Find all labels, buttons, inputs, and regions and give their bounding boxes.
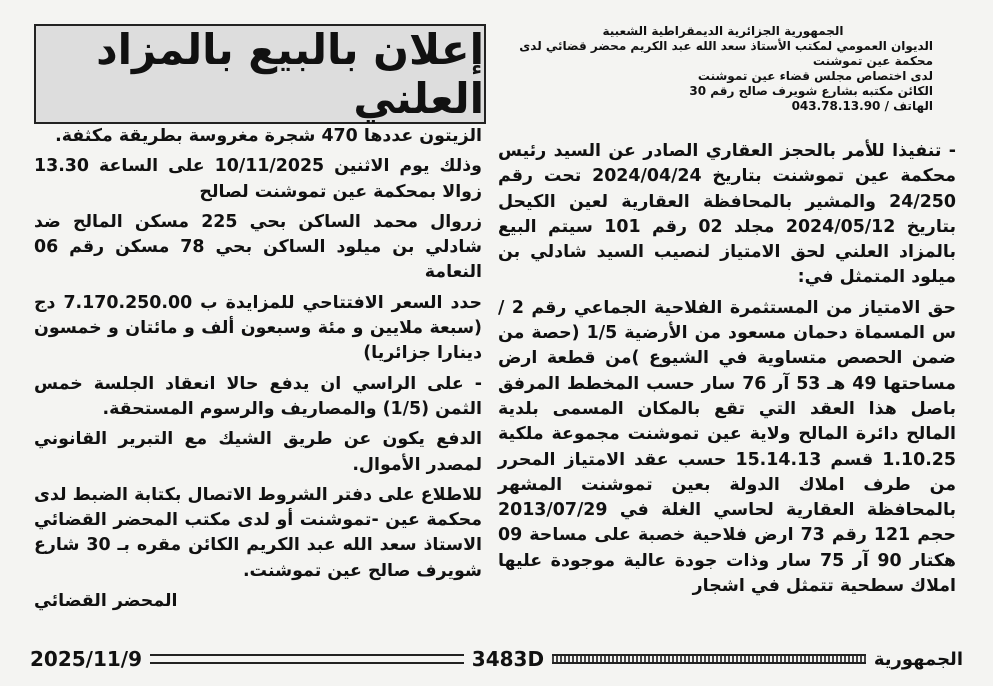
page-footer	[30, 644, 963, 674]
paragraph-parties: زروال محمد الساكن بحي 225 مسكن المالح ضد شادلي بن ميلود الساكن بحي 78 مسكن رقم 06 النعامة	[34, 211, 483, 283]
header-line-office: الديوان العمومي لمكتب الأستاذ سعد الله عبد الكريم محضر قضائي لدى محكمة عين تموشنت	[519, 39, 933, 68]
paragraph-opening-price: حدد السعر الافتتاحي للمزايدة ب 7.170.250.00 دج (سبعة ملايين و مئة وسبعون ألف و مائتان و خمسون دينارا جزائريا)	[34, 292, 482, 364]
header-line-country: الجمهورية الجزائرية الديمقراطية الشعبية	[602, 24, 844, 38]
paragraph-payment-fifth: - على الراسي ان يدفع حالا انعقاد الجلسة خمس الثمن (1/5) والمصاريف والرسوم المستحقة.	[34, 373, 482, 419]
paragraph-payment-method: الدفع يكون عن طريق الشيك مع التبرير القانوني لمصدر الأموال.	[34, 429, 482, 475]
paragraph-execution-order: - تنفيذا للأمر بالحجز العقاري الصادر عن السيد رئيس محكمة عين تموشنت بتاريخ 2024/04/24 تحت رقم 24/250 والمشير بالمحافظة العقارية لعين الكيحل بتاريخ 2024/05/12 مجلد 02 رقم 101 سيتم البيع بالمزاد العلني لحق الامتياز لنصيب السيد شادلي بن ميلود المتمثل في:	[498, 141, 956, 288]
paragraph-auction-date: وذلك يوم الاثنين 10/11/2025 على الساعة 13.30 زوالا بمحكمة عين تموشنت لصالح	[34, 156, 482, 202]
paragraph-property-description: حق الامتياز من المستثمرة الفلاحية الجماعي رقم 2 /س المسماة دحمان مسعود من الأرضية 1/5 (حصة من ضمن الحصص متساوية في الشيوع )من قطعة ارض مساحتها 49 هـ 53 آر 76 سار حسب المخطط المرفق باصل هذا العقد التي تقع بالمكان المسمى بلدية المالح دائرة المالح ولاية عين تموشنت مجموعة ملكية 1.10.25 قسم 15.14.13 حسب عقد الامتياز المحرر من طرف املاك الدولة بعين تموشنت المشهر بالمحافظة العقارية لحاسي الغلة في 2013/07/29 حجم 121 رقم 73 ارض فلاحية خصبة على مساحة 09 هكتار 90 آر 75 سار وذات جودة عالية موجودة عليها املاك سطحية تتمثل في اشجار	[498, 297, 957, 597]
issue-date: 2025/11/9	[29, 647, 143, 671]
header-line-phone: الهاتف / 043.78.13.90	[791, 99, 933, 113]
signature: المحضر القضائي	[34, 591, 178, 612]
footer-divider-right	[552, 654, 866, 664]
announcement-title: إعلان بالبيع بالمزاد العلني	[34, 24, 486, 124]
right-column	[498, 139, 956, 604]
paragraph-conditions: للاطلاع على دفتر الشروط الاتصال بكتابة الضبط لدى محكمة عين -تموشنت أو لدى مكتب المحضر القضائي الاستاذ سعد الله عبد الكريم الكائن مقره بـ 30 شارع شويرف صالح عين تموشنت.	[34, 484, 483, 581]
header-line-address: الكائن مكتبه بشارع شويرف صالح رقم 30	[689, 84, 933, 98]
footer-divider-left	[150, 654, 464, 664]
header-line-jurisdiction: لدى اختصاص مجلس قضاء عين تموشنت	[697, 69, 933, 83]
bailiff-header	[513, 24, 933, 114]
newspaper-name: الجمهورية	[873, 648, 963, 670]
page-code: 3483D	[471, 647, 545, 671]
paragraph-olive-trees: الزيتون عددها 470 شجرة مغروسة بطريقة مكثفة.	[55, 126, 482, 146]
left-column	[34, 124, 482, 614]
